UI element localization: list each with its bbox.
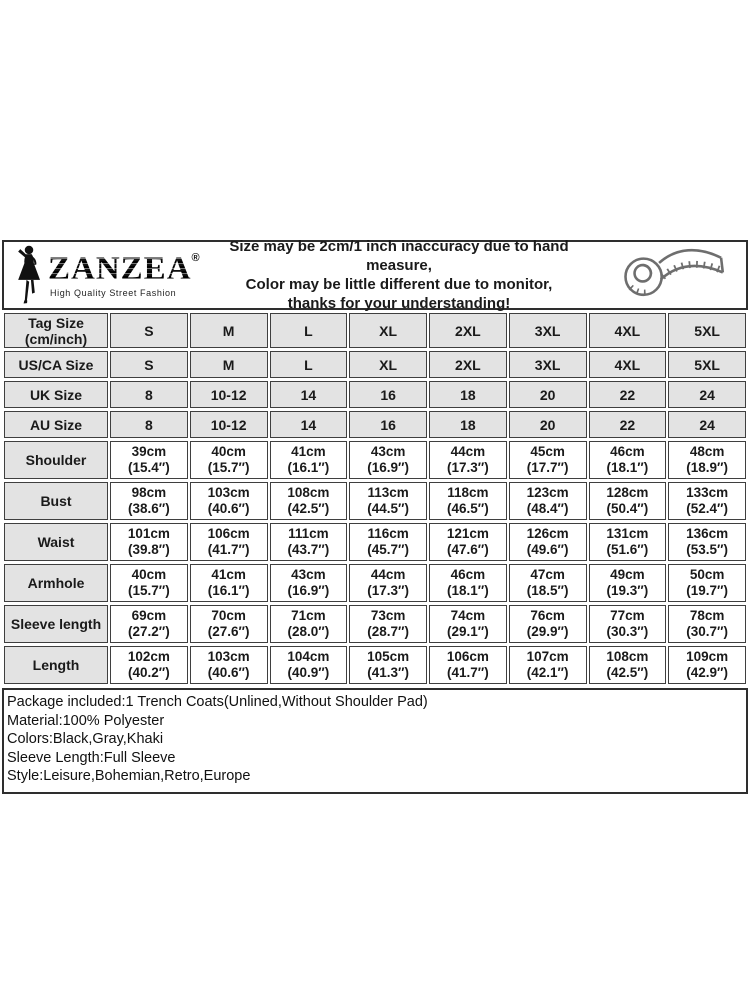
size-cell: 70cm (27.6″) (190, 605, 268, 643)
size-cell: 24 (668, 381, 746, 408)
size-cell: XL (349, 313, 427, 348)
table-row (4, 605, 746, 643)
size-cell: 104cm (40.9″) (270, 646, 348, 684)
table-row (4, 646, 746, 684)
size-cell: 43cm (16.9″) (349, 441, 427, 479)
size-cell: 20 (509, 411, 587, 438)
size-cell: 22 (589, 411, 667, 438)
disclaimer-line-2: Color may be little different due to monitor, (245, 276, 553, 293)
size-cell: 77cm (30.3″) (589, 605, 667, 643)
size-cell: 39cm (15.4″) (110, 441, 188, 479)
size-cell: 102cm (40.2″) (110, 646, 188, 684)
size-cell: 44cm (17.3″) (429, 441, 507, 479)
brand-tagline: High Quality Street Fashion (50, 287, 177, 298)
size-cell: 128cm (50.4″) (589, 482, 667, 520)
size-cell: 16 (349, 411, 427, 438)
detail-package: Package included:1 Trench Coats(Unlined,Without Shoulder Pad) (7, 694, 428, 710)
size-cell: 103cm (40.6″) (190, 646, 268, 684)
size-cell: 4XL (589, 351, 667, 378)
row-label: Tag Size (cm/inch) (4, 313, 108, 348)
size-cell: 74cm (29.1″) (429, 605, 507, 643)
size-cell: 5XL (668, 351, 746, 378)
size-cell: 111cm (43.7″) (270, 523, 348, 561)
tape-measure-icon (610, 244, 734, 306)
table-row (4, 441, 746, 479)
size-cell: 133cm (52.4″) (668, 482, 746, 520)
row-label: UK Size (4, 381, 108, 408)
size-cell: 118cm (46.5″) (429, 482, 507, 520)
row-label: Bust (4, 482, 108, 520)
size-cell: 123cm (48.4″) (509, 482, 587, 520)
size-cell: 107cm (42.1″) (509, 646, 587, 684)
product-details (2, 688, 748, 794)
size-cell: 108cm (42.5″) (589, 646, 667, 684)
size-cell: 2XL (429, 313, 507, 348)
size-cell: 73cm (28.7″) (349, 605, 427, 643)
size-cell: L (270, 313, 348, 348)
size-cell: 69cm (27.2″) (110, 605, 188, 643)
row-label: Waist (4, 523, 108, 561)
size-cell: 98cm (38.6″) (110, 482, 188, 520)
size-chart-sheet (2, 240, 748, 794)
size-cell: S (110, 313, 188, 348)
table-row (4, 523, 746, 561)
size-cell: 46cm (18.1″) (429, 564, 507, 602)
size-cell: 41cm (16.1″) (270, 441, 348, 479)
registered-mark: ® (191, 251, 200, 264)
table-row (4, 313, 746, 348)
zanzea-logo (4, 245, 200, 305)
size-cell: L (270, 351, 348, 378)
detail-sleeve-length: Sleeve Length:Full Sleeve (7, 749, 176, 766)
size-cell: 78cm (30.7″) (668, 605, 746, 643)
size-cell: 46cm (18.1″) (589, 441, 667, 479)
size-cell: 10-12 (190, 411, 268, 438)
size-cell: 14 (270, 381, 348, 408)
disclaimer-line-3: thanks for your understanding! (287, 295, 511, 312)
table-row (4, 381, 746, 408)
size-cell: 121cm (47.6″) (429, 523, 507, 561)
size-cell: 108cm (42.5″) (270, 482, 348, 520)
detail-style: Style:Leisure,Bohemian,Retro,Europe (7, 768, 251, 784)
size-cell: 24 (668, 411, 746, 438)
size-cell: M (190, 351, 268, 378)
size-cell: 113cm (44.5″) (349, 482, 427, 520)
size-cell: 116cm (45.7″) (349, 523, 427, 561)
size-cell: 41cm (16.1″) (190, 564, 268, 602)
size-cell: 105cm (41.3″) (349, 646, 427, 684)
size-cell: 20 (509, 381, 587, 408)
size-cell: 22 (589, 381, 667, 408)
size-cell: 106cm (41.7″) (429, 646, 507, 684)
size-cell: 16 (349, 381, 427, 408)
size-cell: 43cm (16.9″) (270, 564, 348, 602)
size-cell: 8 (110, 411, 188, 438)
size-cell: 49cm (19.3″) (589, 564, 667, 602)
size-cell: 47cm (18.5″) (509, 564, 587, 602)
size-table (2, 310, 748, 687)
size-cell: 4XL (589, 313, 667, 348)
table-row (4, 351, 746, 378)
row-label: US/CA Size (4, 351, 108, 378)
size-cell: 44cm (17.3″) (349, 564, 427, 602)
size-cell: 18 (429, 381, 507, 408)
brand-name: ZANZEA (48, 250, 192, 287)
size-cell: S (110, 351, 188, 378)
table-row (4, 411, 746, 438)
size-cell: 71cm (28.0″) (270, 605, 348, 643)
row-label: Shoulder (4, 441, 108, 479)
detail-colors: Colors:Black,Gray,Khaki (7, 731, 164, 747)
size-cell: 50cm (19.7″) (668, 564, 746, 602)
size-cell: M (190, 313, 268, 348)
size-cell: 126cm (49.6″) (509, 523, 587, 561)
size-cell: 136cm (53.5″) (668, 523, 746, 561)
brand-header (2, 240, 748, 310)
size-cell: 2XL (429, 351, 507, 378)
row-label: Armhole (4, 564, 108, 602)
size-cell: XL (349, 351, 427, 378)
size-cell: 76cm (29.9″) (509, 605, 587, 643)
size-cell: 5XL (668, 313, 746, 348)
disclaimer-line-1: Size may be 2cm/1 inch inaccuracy due to hand measure, (229, 238, 569, 274)
row-label: Sleeve length (4, 605, 108, 643)
size-cell: 109cm (42.9″) (668, 646, 746, 684)
size-cell: 18 (429, 411, 507, 438)
size-cell: 10-12 (190, 381, 268, 408)
detail-material: Material:100% Polyester (7, 712, 165, 729)
size-cell: 40cm (15.7″) (110, 564, 188, 602)
size-cell: 3XL (509, 351, 587, 378)
size-table-body (4, 313, 746, 684)
fashion-figure-icon (12, 245, 46, 305)
size-cell: 48cm (18.9″) (668, 441, 746, 479)
row-label: Length (4, 646, 108, 684)
size-cell: 106cm (41.7″) (190, 523, 268, 561)
size-cell: 131cm (51.6″) (589, 523, 667, 561)
size-cell: 3XL (509, 313, 587, 348)
size-cell: 103cm (40.6″) (190, 482, 268, 520)
disclaimer-text (200, 237, 598, 313)
size-cell: 14 (270, 411, 348, 438)
size-cell: 8 (110, 381, 188, 408)
table-row (4, 564, 746, 602)
size-cell: 101cm (39.8″) (110, 523, 188, 561)
size-cell: 40cm (15.7″) (190, 441, 268, 479)
size-cell: 45cm (17.7″) (509, 441, 587, 479)
row-label: AU Size (4, 411, 108, 438)
table-row (4, 482, 746, 520)
